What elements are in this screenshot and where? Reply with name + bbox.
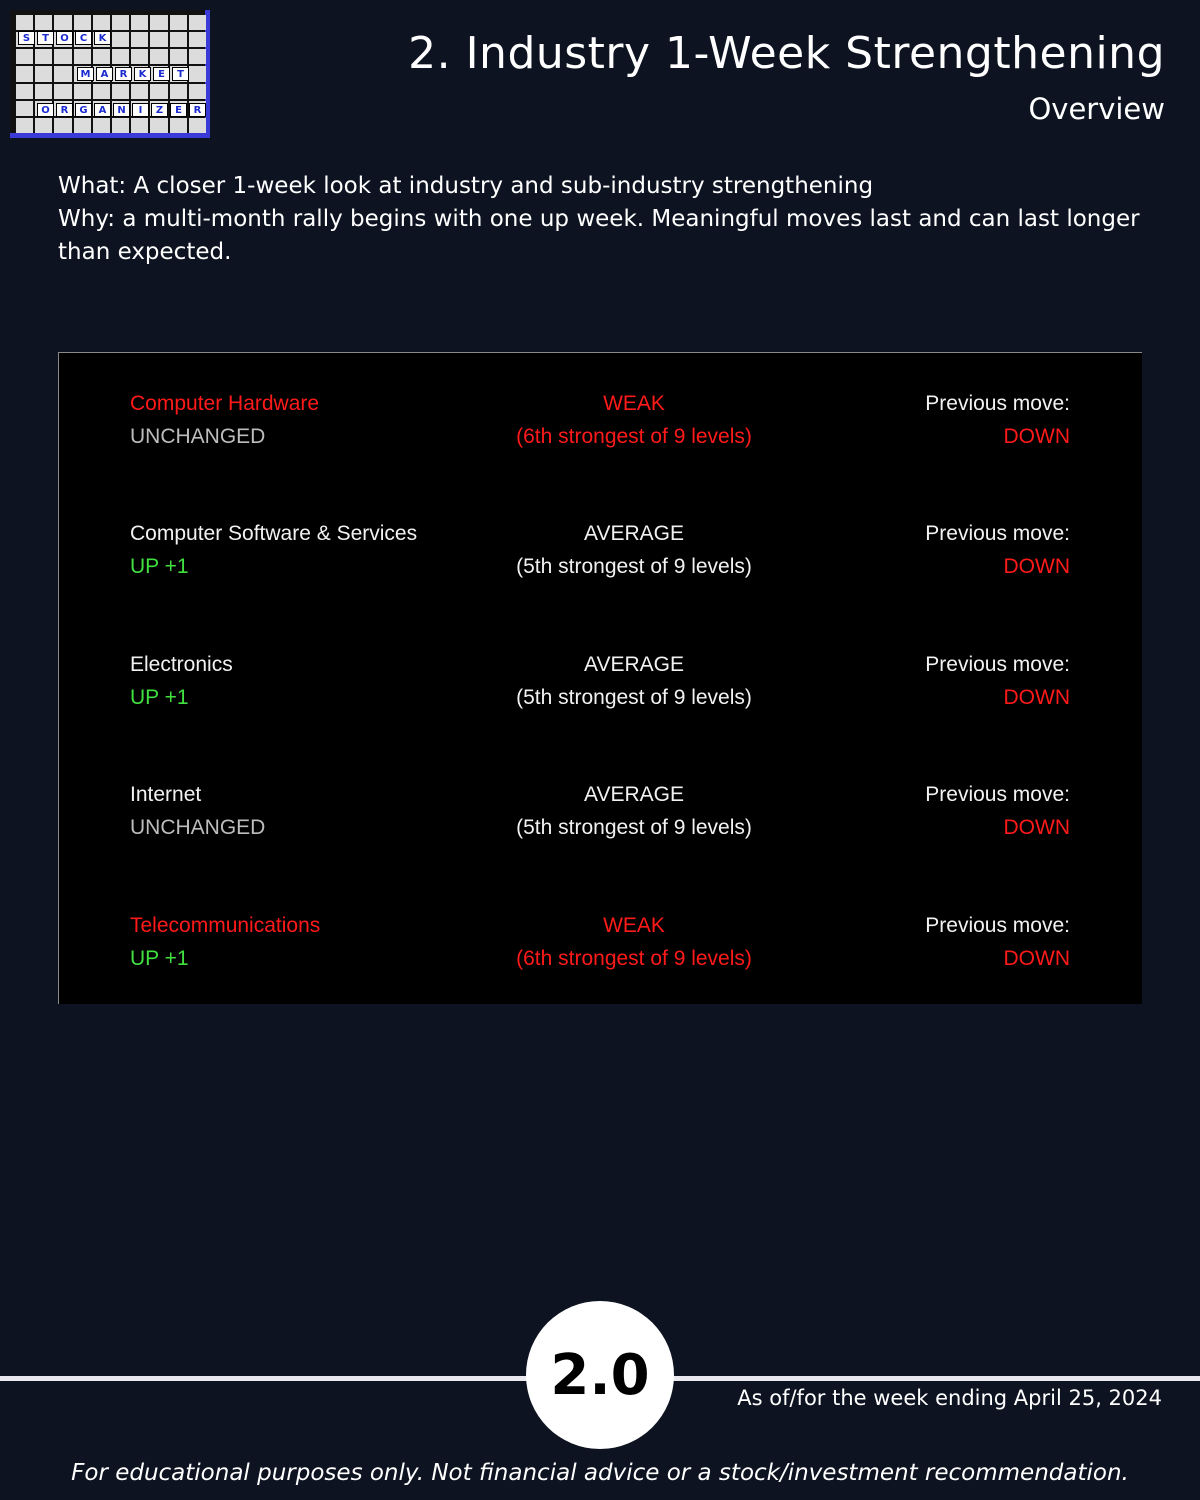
logo-grid-cell: [35, 84, 52, 99]
logo-grid-cell: [74, 49, 91, 64]
intro-what: What: A closer 1-week look at industry and sub-industry strengthening: [58, 173, 874, 199]
as-of-date: As of/for the week ending April 25, 2024: [737, 1386, 1162, 1410]
industry-rank: (6th strongest of 9 levels): [516, 425, 752, 448]
logo-grid-cell: [35, 66, 52, 81]
industry-row: [59, 909, 1142, 979]
footer-divider-right: [665, 1376, 1200, 1381]
previous-move-value: DOWN: [1003, 816, 1070, 839]
logo-grid-cell: [189, 118, 206, 133]
logo-grid-cell: [16, 101, 33, 116]
industry-rank: (6th strongest of 9 levels): [516, 947, 752, 970]
logo-grid-cell: [112, 32, 129, 47]
logo-grid-cell: [93, 49, 110, 64]
industry-row: [59, 387, 1142, 457]
industry-panel: [58, 352, 1142, 1004]
industry-level: AVERAGE: [584, 653, 684, 676]
industry-level: AVERAGE: [584, 522, 684, 545]
logo-grid-cell: [131, 49, 148, 64]
logo-letter: K: [134, 67, 151, 81]
logo-grid-cell: [189, 84, 206, 99]
logo-grid-cell: [93, 15, 110, 30]
logo-grid-cell: [189, 15, 206, 30]
industry-name: Telecommunications: [130, 914, 321, 937]
logo-grid-cell: [170, 84, 187, 99]
logo-letter: R: [115, 67, 132, 81]
previous-move-value: DOWN: [1003, 947, 1070, 970]
intro-text: [58, 170, 1148, 269]
industry-level: AVERAGE: [584, 783, 684, 806]
logo-letter: O: [56, 31, 73, 45]
previous-move-label: Previous move:: [925, 914, 1070, 937]
logo-letter: S: [18, 31, 35, 45]
industry-row: [59, 517, 1142, 587]
logo-grid-cell: [35, 15, 52, 30]
logo-grid-cell: [170, 118, 187, 133]
logo-letter: C: [75, 31, 92, 45]
logo-grid-cell: [54, 84, 71, 99]
logo-letter: G: [75, 103, 92, 117]
logo-grid-cell: [74, 118, 91, 133]
previous-move-label: Previous move:: [925, 392, 1070, 415]
logo-grid-cell: [170, 49, 187, 64]
industry-row: [59, 648, 1142, 718]
logo-grid-cell: [150, 49, 167, 64]
logo-grid-cell: [74, 15, 91, 30]
logo-grid-cell: [189, 49, 206, 64]
logo-grid-cell: [189, 32, 206, 47]
logo-grid-cell: [112, 15, 129, 30]
industry-name: Internet: [130, 783, 202, 806]
industry-row: [59, 778, 1142, 848]
logo-letter: A: [94, 103, 111, 117]
logo-grid-cell: [16, 49, 33, 64]
disclaimer: For educational purposes only. Not financial advice or a stock/investment recommendation.: [71, 1460, 1129, 1486]
logo-letter: O: [37, 103, 54, 117]
logo-grid-cell: [16, 118, 33, 133]
logo-word-organizer: [37, 103, 206, 117]
logo-letter: T: [37, 31, 54, 45]
intro-why: Why: a multi-month rally begins with one up week. Meaningful moves last and can last longer than expected.: [58, 206, 1140, 265]
logo-grid-cell: [54, 15, 71, 30]
logo-grid-cell: [170, 32, 187, 47]
industry-rank: (5th strongest of 9 levels): [516, 816, 752, 839]
previous-move-label: Previous move:: [925, 783, 1070, 806]
page-subtitle: Overview: [1028, 92, 1165, 126]
logo-grid-cell: [93, 84, 110, 99]
logo-grid-cell: [54, 66, 71, 81]
industry-change: UP +1: [130, 947, 189, 970]
industry-name: Electronics: [130, 653, 233, 676]
industry-name: Computer Software & Services: [130, 522, 418, 545]
logo-grid-cell: [16, 84, 33, 99]
logo-grid-cell: [54, 49, 71, 64]
section-number-badge: 2.0: [526, 1301, 674, 1449]
logo-grid-cell: [150, 84, 167, 99]
logo-grid-cell: [54, 118, 71, 133]
previous-move-label: Previous move:: [925, 653, 1070, 676]
previous-move-value: DOWN: [1003, 425, 1070, 448]
logo-grid-cell: [93, 118, 110, 133]
logo-grid-cell: [35, 49, 52, 64]
logo-grid-cell: [189, 66, 206, 81]
logo-letter: Z: [151, 103, 168, 117]
logo-grid-cell: [74, 84, 91, 99]
logo-letter: R: [189, 103, 206, 117]
logo-grid-cell: [131, 32, 148, 47]
logo-grid-cell: [112, 84, 129, 99]
industry-change: UNCHANGED: [130, 816, 266, 839]
industry-name: Computer Hardware: [130, 392, 320, 415]
logo-letter: I: [132, 103, 149, 117]
logo-grid-cell: [16, 66, 33, 81]
industry-rank: (5th strongest of 9 levels): [516, 555, 752, 578]
logo-grid-cell: [131, 84, 148, 99]
logo-word-stock: [18, 31, 111, 45]
footer-divider-left: [0, 1376, 535, 1381]
logo-letter: T: [172, 67, 189, 81]
stock-market-organizer-logo: [10, 10, 210, 138]
logo-grid-cell: [16, 15, 33, 30]
logo-grid-cell: [150, 15, 167, 30]
logo-letter: K: [94, 31, 111, 45]
logo-grid-cell: [131, 118, 148, 133]
logo-letter: R: [56, 103, 73, 117]
industry-change: UP +1: [130, 686, 189, 709]
logo-grid-cell: [150, 32, 167, 47]
industry-level: WEAK: [603, 392, 665, 415]
previous-move-value: DOWN: [1003, 686, 1070, 709]
logo-letter: N: [113, 103, 130, 117]
logo-grid-cell: [112, 49, 129, 64]
logo-letter: E: [153, 67, 170, 81]
industry-rank: (5th strongest of 9 levels): [516, 686, 752, 709]
industry-change: UP +1: [130, 555, 189, 578]
previous-move-value: DOWN: [1003, 555, 1070, 578]
logo-grid-cell: [35, 118, 52, 133]
industry-level: WEAK: [603, 914, 665, 937]
previous-move-label: Previous move:: [925, 522, 1070, 545]
industry-change: UNCHANGED: [130, 425, 266, 448]
logo-word-market: [77, 67, 189, 81]
logo-grid-cell: [170, 15, 187, 30]
page-title: 2. Industry 1-Week Strengthening: [408, 28, 1165, 79]
logo-grid-cell: [131, 15, 148, 30]
logo-letter: M: [77, 67, 94, 81]
logo-grid-cell: [150, 118, 167, 133]
logo-letter: E: [170, 103, 187, 117]
logo-letter: A: [96, 67, 113, 81]
logo-grid-cell: [112, 118, 129, 133]
